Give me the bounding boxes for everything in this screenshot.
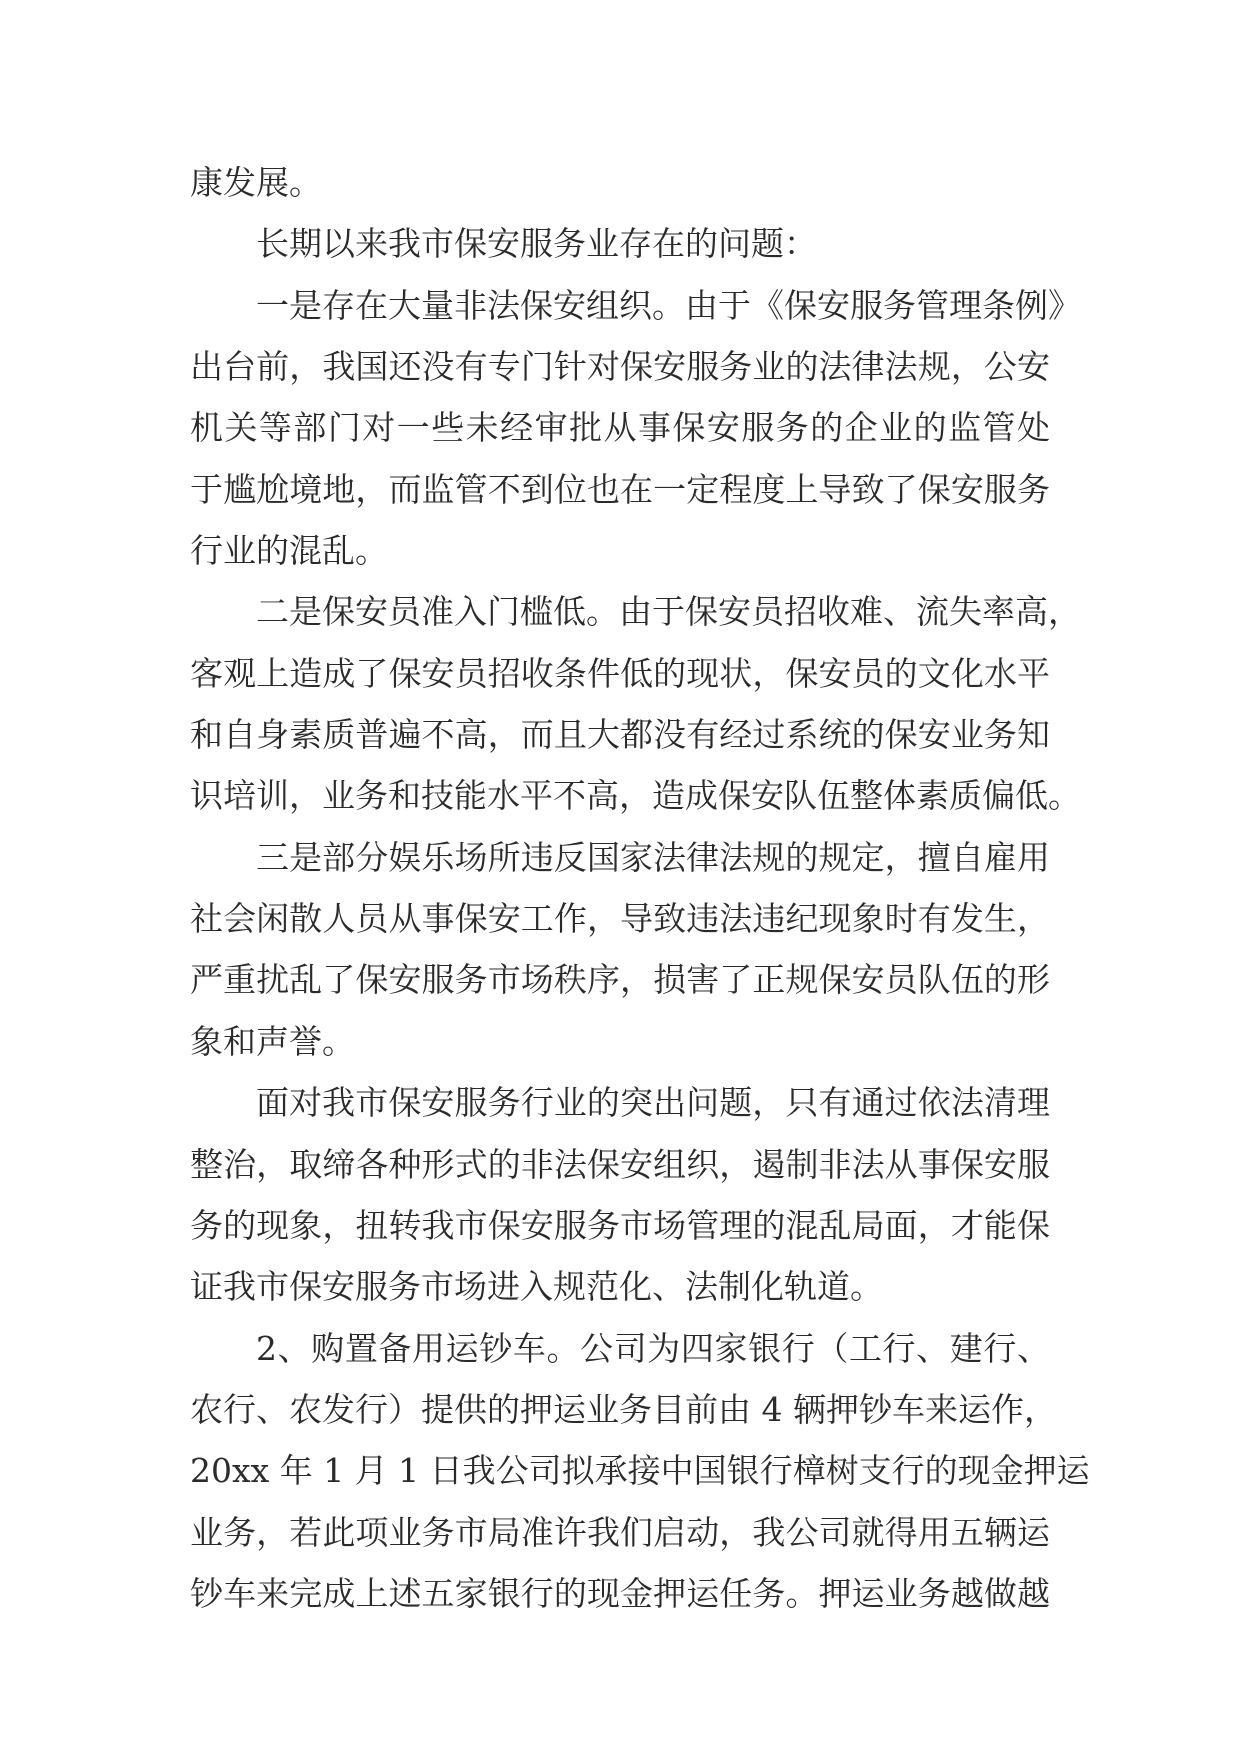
text-line: 长期以来我市保安服务业存在的问题：: [256, 224, 817, 264]
document-body: [190, 152, 1090, 1624]
text-line: 整治，取缔各种形式的非法保安组织，遏制非法从事保安服: [190, 1144, 1050, 1184]
text-line: 业务，若此项业务市局准许我们启动，我公司就得用五辆运: [190, 1512, 1050, 1552]
text-line: 出台前，我国还没有专门针对保安服务业的法律法规，公安: [190, 347, 1050, 387]
text-line: 农行、农发行）提供的押运业务目前由 4 辆押钞车来运作，: [190, 1389, 1057, 1429]
text-line: 务的现象，扭转我市保安服务市场管理的混乱局面，才能保: [190, 1205, 1050, 1245]
text-line: 二是保安员准入门槛低。由于保安员招收难、流失率高，: [256, 592, 1081, 632]
text-line: 行业的混乱。: [190, 531, 388, 571]
text-line: 社会闲散人员从事保安工作，导致违法违纪现象时有发生，: [190, 899, 1050, 939]
text-line: 识培训，业务和技能水平不高，造成保安队伍整体素质偏低。: [190, 776, 1081, 816]
text-line: 钞车来完成上述五家银行的现金押运任务。押运业务越做越: [190, 1573, 1050, 1613]
text-line: 和自身素质普遍不高，而且大都没有经过系统的保安业务知: [190, 715, 1050, 755]
text-line: 于尴尬境地，而监管不到位也在一定程度上导致了保安服务: [190, 469, 1050, 509]
text-line: 象和声誉。: [190, 1021, 355, 1061]
text-line: 三是部分娱乐场所违反国家法律法规的规定，擅自雇用: [256, 837, 1050, 877]
text-line: 证我市保安服务市场进入规范化、法制化轨道。: [190, 1267, 883, 1307]
text-line: 机关等部门对一些未经审批从事保安服务的企业的监管处: [190, 408, 1050, 448]
text-line: 康发展。: [190, 163, 322, 202]
text-line: 20xx 年 1 月 1 日我公司拟承接中国银行樟树支行的现金押运: [190, 1451, 1090, 1491]
text-line: 面对我市保安服务行业的突出问题，只有通过依法清理: [256, 1083, 1050, 1123]
text-line: 客观上造成了保安员招收条件低的现状，保安员的文化水平: [190, 653, 1050, 693]
text-line: 一是存在大量非法保安组织。由于《保安服务管理条例》: [256, 285, 1081, 325]
text-line: 2、购置备用运钞车。公司为四家银行（工行、建行、: [256, 1328, 1050, 1368]
text-line: 严重扰乱了保安服务市场秩序，损害了正规保安员队伍的形: [190, 960, 1050, 1000]
